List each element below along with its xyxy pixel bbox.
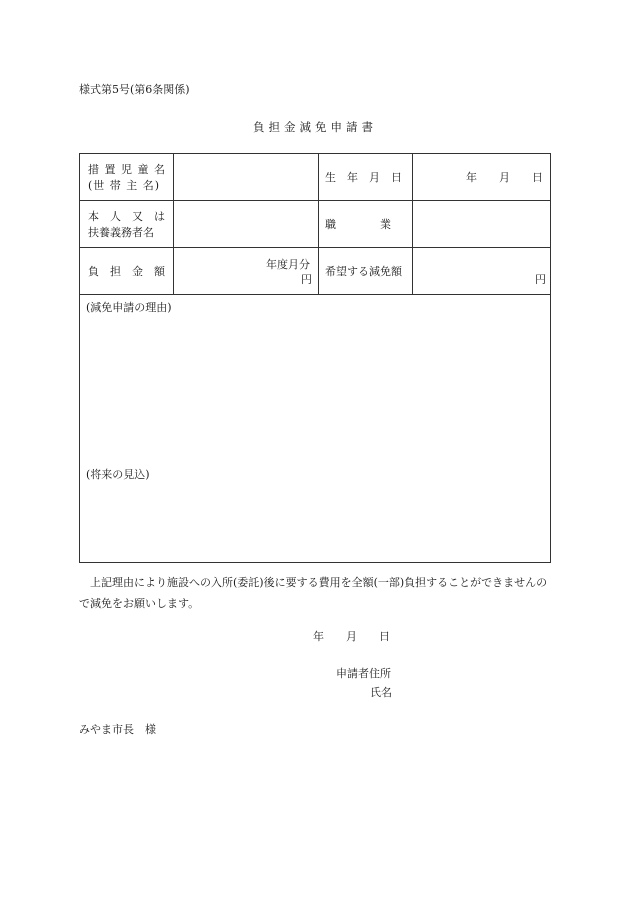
column-divider	[412, 154, 413, 294]
person-label	[88, 209, 165, 241]
desired-yen-unit: 円	[535, 273, 546, 286]
child-name-label-line2: (世 帯 主 名)	[88, 179, 161, 192]
burden-period-label: 年度月分	[266, 258, 310, 271]
burden-yen-unit: 円	[301, 273, 312, 286]
column-divider	[318, 154, 319, 294]
burden-amount-label: 負 担 金 額	[88, 265, 165, 278]
desired-reduction-label: 希望する減免額	[325, 265, 402, 278]
child-name-label	[88, 162, 166, 194]
applicant-address-label: 申請者住所	[336, 667, 391, 680]
birth-date-label: 生 年 月 日	[325, 171, 402, 184]
application-form-table	[79, 153, 551, 563]
application-date: 年 月 日	[313, 630, 390, 643]
row-divider	[80, 294, 550, 295]
person-label-line1: 本 人 又 は	[88, 210, 165, 223]
outlook-label: (将来の見込)	[86, 468, 150, 481]
person-name-field[interactable]	[174, 202, 317, 246]
document-title: 負担金減免申請書	[253, 120, 377, 134]
row-divider	[80, 200, 550, 201]
addressee: みやま市長 様	[79, 723, 156, 736]
declaration-text: 上記理由により施設への入所(委託)後に要する費用を全額(一部)負担することができませんので減免をお願いします。	[79, 576, 548, 610]
occupation-label: 職 業	[325, 218, 391, 231]
occupation-field[interactable]	[414, 202, 550, 246]
reason-label: (減免申請の理由)	[86, 301, 172, 314]
person-label-line2: 扶養義務者名	[88, 226, 154, 239]
birth-date-field[interactable]: 年 月 日	[466, 171, 543, 184]
child-name-label-line1: 措 置 児 童 名	[88, 163, 166, 176]
row-divider	[80, 247, 550, 248]
applicant-name-label: 氏名	[370, 686, 392, 699]
form-number: 様式第5号(第6条関係)	[79, 83, 190, 96]
child-name-field[interactable]	[174, 155, 317, 199]
